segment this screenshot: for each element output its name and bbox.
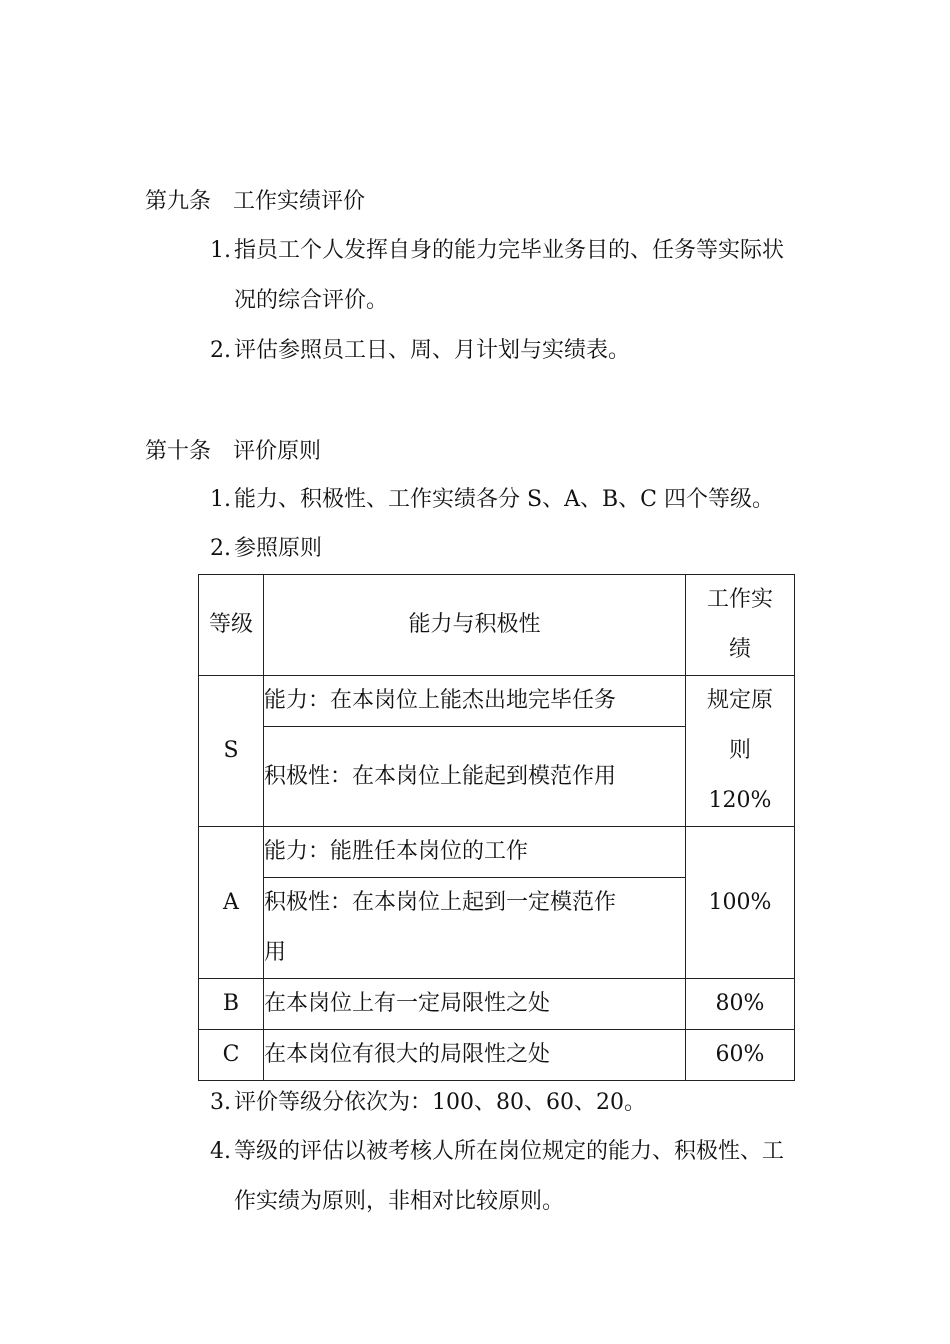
article-10-item-4 bbox=[210, 1127, 850, 1227]
item-text: 评估参照员工日、周、月计划与实绩表。 bbox=[234, 338, 631, 363]
b-description: 在本岗位上有一定局限性之处 bbox=[264, 979, 686, 1030]
article-10-item-3 bbox=[210, 1078, 850, 1128]
a-initiative bbox=[264, 878, 686, 979]
table-row-b bbox=[199, 979, 795, 1030]
table-row-s-ability bbox=[199, 676, 795, 727]
item-number: 1. bbox=[210, 487, 231, 512]
item-number: 2. bbox=[210, 536, 231, 561]
item-text-line1: 等级的评估以被考核人所在岗位规定的能力、积极性、工 bbox=[234, 1139, 785, 1164]
article-10-label: 第十条 bbox=[145, 439, 212, 464]
article-10-item-2 bbox=[210, 524, 850, 574]
a-ability: 能力：能胜任本岗位的工作 bbox=[264, 827, 686, 878]
grade-b: B bbox=[199, 979, 264, 1030]
item-number: 1. bbox=[210, 238, 231, 263]
grade-a: A bbox=[199, 827, 264, 979]
s-initiative: 积极性：在本岗位上能起到模范作用 bbox=[264, 727, 686, 827]
b-performance: 80% bbox=[686, 979, 795, 1030]
item-text-line2: 作实绩为原则，非相对比较原则。 bbox=[234, 1189, 565, 1214]
grade-criteria-table bbox=[198, 574, 795, 1081]
item-text: 评价等级分依次为：100、80、60、20。 bbox=[234, 1090, 646, 1115]
a-performance: 100% bbox=[686, 827, 795, 979]
c-description: 在本岗位有很大的局限性之处 bbox=[264, 1030, 686, 1081]
article-10-heading bbox=[145, 437, 321, 467]
header-ability-initiative: 能力与积极性 bbox=[264, 575, 686, 676]
article-9-heading bbox=[145, 187, 365, 217]
table-row-a-ability bbox=[199, 827, 795, 878]
header-performance-line2: 绩 bbox=[728, 637, 751, 662]
c-performance: 60% bbox=[686, 1030, 795, 1081]
s-performance-line2: 则 bbox=[728, 738, 751, 763]
item-number: 4. bbox=[210, 1139, 231, 1164]
item-text-line1: 指员工个人发挥自身的能力完毕业务目的、任务等实际状 bbox=[234, 238, 785, 263]
header-performance bbox=[686, 575, 795, 676]
s-performance-line1: 规定原 bbox=[706, 688, 773, 713]
a-initiative-line2: 用 bbox=[264, 940, 287, 965]
s-performance bbox=[686, 676, 795, 827]
s-ability: 能力：在本岗位上能杰出地完毕任务 bbox=[264, 676, 686, 727]
a-initiative-line1: 积极性：在本岗位上起到一定模范作 bbox=[264, 890, 617, 915]
s-performance-line3: 120% bbox=[708, 788, 772, 813]
item-text-line2: 况的综合评价。 bbox=[234, 288, 389, 313]
item-text: 参照原则 bbox=[234, 536, 323, 561]
article-9-title: 工作实绩评价 bbox=[233, 189, 366, 214]
item-number: 3. bbox=[210, 1090, 231, 1115]
header-performance-line1: 工作实 bbox=[706, 587, 773, 612]
article-9-item-2 bbox=[210, 326, 850, 376]
item-number: 2. bbox=[210, 338, 231, 363]
table-row-c bbox=[199, 1030, 795, 1081]
article-9-item-1 bbox=[210, 226, 850, 326]
article-9-label: 第九条 bbox=[145, 189, 212, 214]
grade-c: C bbox=[199, 1030, 264, 1081]
article-10-title: 评价原则 bbox=[233, 439, 322, 464]
article-10-item-1 bbox=[210, 475, 850, 525]
header-grade: 等级 bbox=[199, 575, 264, 676]
table-header-row bbox=[199, 575, 795, 676]
item-text: 能力、积极性、工作实绩各分 S、A、B、C 四个等级。 bbox=[234, 487, 774, 512]
grade-s: S bbox=[199, 676, 264, 827]
